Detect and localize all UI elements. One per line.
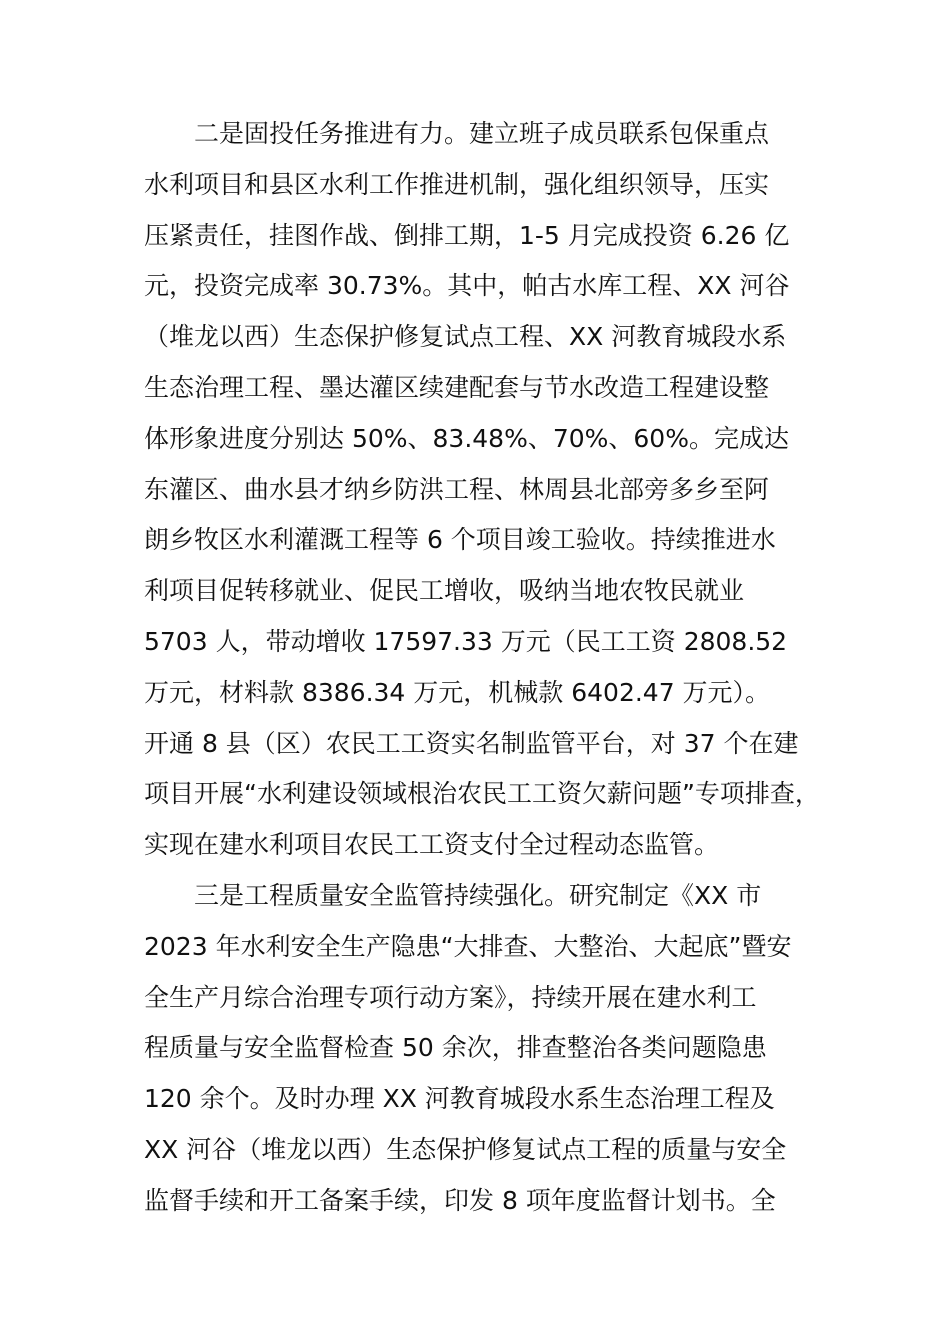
- paragraph-line: 压紧责任，挂图作战、倒排工期，1-5 月完成投资 6.26 亿: [144, 220, 790, 250]
- paragraph-line: 朗乡牧区水利灌溉工程等 6 个项目竣工验收。持续推进水: [144, 525, 776, 555]
- paragraph-line: 实现在建水利项目农民工工资支付全过程动态监管。: [144, 830, 720, 860]
- paragraph-line: 三是工程质量安全监管持续强化。研究制定《XX 市: [194, 880, 762, 910]
- paragraph-line: （堆龙以西）生态保护修复试点工程、XX 河教育城段水系: [144, 322, 787, 352]
- paragraph-line: 万元，材料款 8386.34 万元，机械款 6402.47 万元）。: [144, 677, 771, 707]
- paragraph-line: 元，投资完成率 30.73%。其中，帕古水库工程、XX 河谷: [144, 271, 790, 301]
- paragraph-line: 程质量与安全监督检查 50 余次，排查整治各类问题隐患: [144, 1033, 767, 1063]
- paragraph-line: 120 余个。及时办理 XX 河教育城段水系生态治理工程及: [144, 1084, 775, 1114]
- paragraph-line: 二是固投任务推进有力。建立班子成员联系包保重点: [194, 119, 770, 148]
- body-text: [144, 109, 834, 1227]
- paragraph-line: 2023 年水利安全生产隐患“大排查、大整治、大起底”暨安: [144, 931, 792, 961]
- paragraph-line: 利项目促转移就业、促民工增收，吸纳当地农牧民就业: [144, 576, 745, 606]
- paragraph-line: 全生产月综合治理专项行动方案》，持续开展在建水利工: [144, 982, 757, 1012]
- paragraph-line: 开通 8 县（区）农民工工资实名制监管平台，对 37 个在建: [144, 728, 799, 758]
- paragraph-line: 东灌区、曲水县才纳乡防洪工程、林周县北部旁多乡至阿: [144, 474, 770, 504]
- paragraph-line: 生态治理工程、墨达灌区续建配套与节水改造工程建设整: [144, 372, 770, 402]
- paragraph-line: XX 河谷（堆龙以西）生态保护修复试点工程的质量与安全: [144, 1134, 787, 1164]
- paragraph-line: 体形象进度分别达 50%、83.48%、70%、60%。完成达: [144, 423, 789, 453]
- paragraph-line: 5703 人，带动增收 17597.33 万元（民工工资 2808.52: [144, 626, 788, 656]
- paragraph-line: 监督手续和开工备案手续，印发 8 项年度监督计划书。全: [144, 1185, 776, 1215]
- paragraph-line: 水利项目和县区水利工作推进机制，强化组织领导，压实: [144, 169, 770, 199]
- paragraph-line: 项目开展“水利建设领域根治农民工工资欠薪问题”专项排查，: [144, 779, 820, 809]
